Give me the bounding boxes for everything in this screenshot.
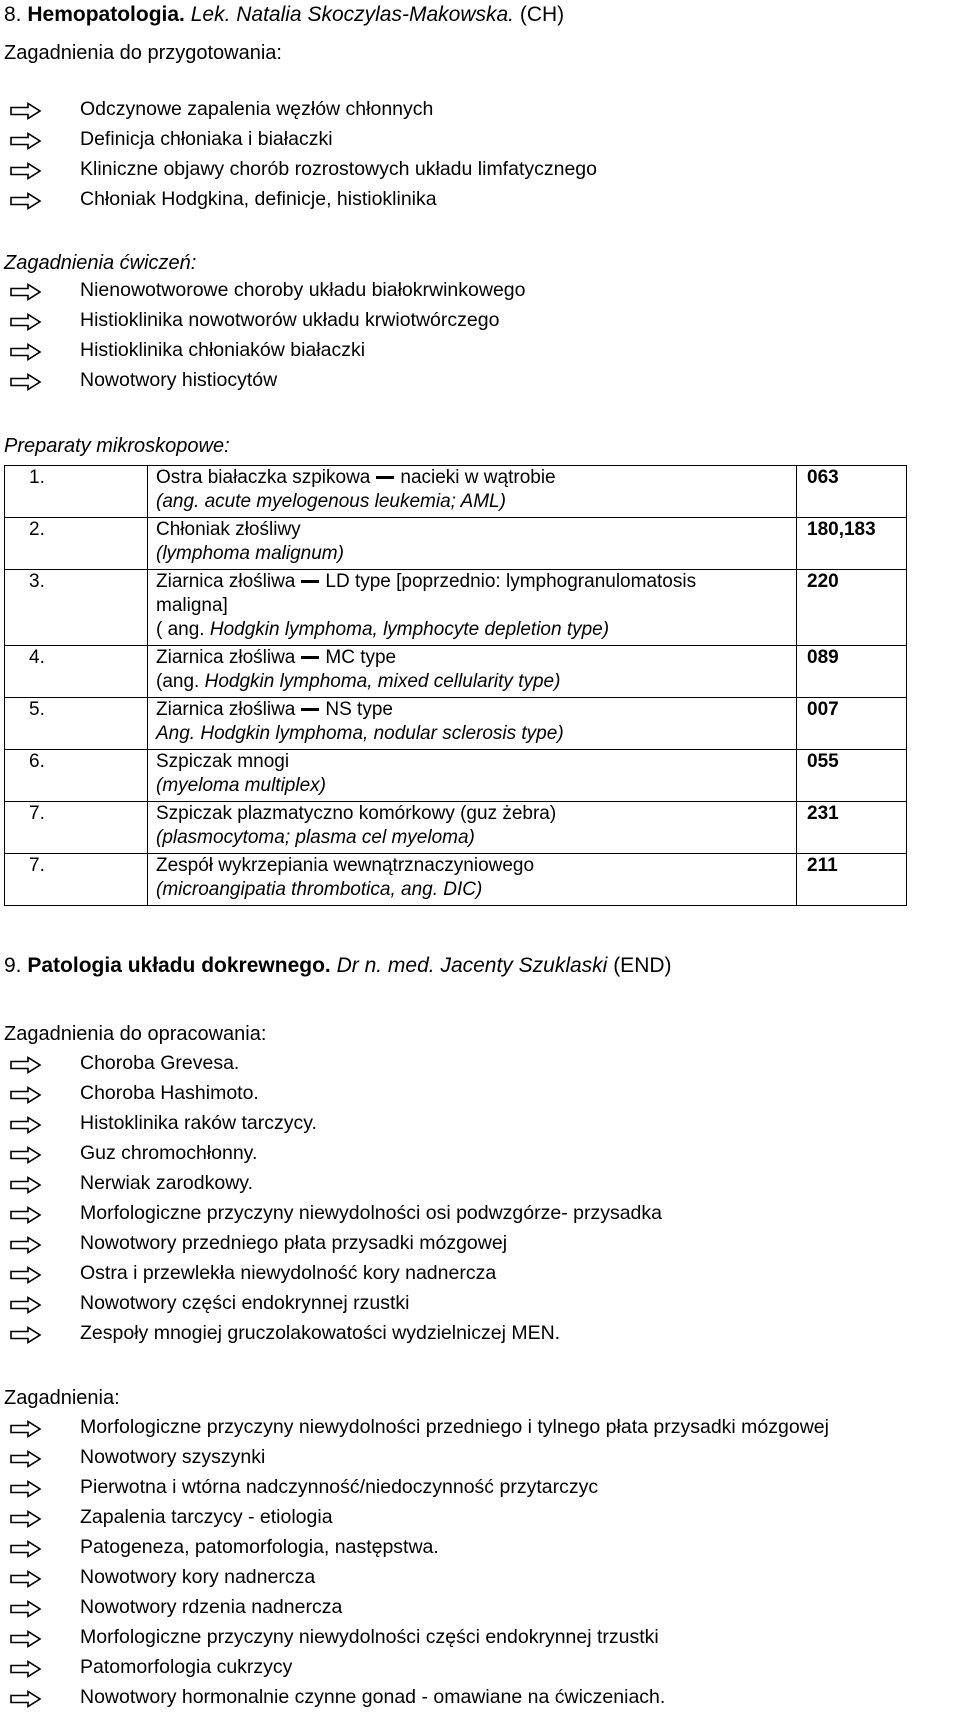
slide-number: 5. bbox=[5, 698, 148, 750]
section-8-number: 8. bbox=[4, 3, 22, 26]
slide-number: 6. bbox=[5, 750, 148, 802]
topic-item bbox=[10, 1653, 829, 1683]
study-item bbox=[10, 1289, 662, 1319]
arrow-bullet-icon bbox=[10, 1114, 42, 1132]
section-9-title-bold: Patologia układu dokrewnego. bbox=[27, 954, 331, 977]
table-row bbox=[5, 750, 907, 802]
topic-item-text: Morfologiczne przyczyny niewydolności części endokrynnej trzustki bbox=[80, 1626, 659, 1648]
slide-subtitle: (ang. acute myelogenous leukemia; AML) bbox=[156, 491, 506, 512]
slide-name-detail: NS type bbox=[325, 699, 393, 720]
arrow-bullet-icon bbox=[10, 1264, 42, 1282]
exercise-item-text: Histioklinika chłoniaków białaczki bbox=[80, 339, 366, 361]
arrow-bullet-icon bbox=[10, 341, 42, 359]
arrow-bullet-icon bbox=[10, 1144, 42, 1162]
arrow-bullet-icon bbox=[10, 1658, 42, 1676]
study-item-text: Nerwiak zarodkowy. bbox=[80, 1172, 254, 1194]
slide-code: 180,183 bbox=[797, 518, 907, 570]
slide-code: 231 bbox=[797, 802, 907, 854]
table-row bbox=[5, 802, 907, 854]
arrow-bullet-icon bbox=[10, 281, 42, 299]
topic-item-text: Zapalenia tarczycy - etiologia bbox=[80, 1506, 333, 1528]
table-row bbox=[5, 646, 907, 698]
arrow-bullet-icon bbox=[10, 190, 42, 208]
study-item-text: Ostra i przewlekła niewydolność kory nadnercza bbox=[80, 1262, 497, 1284]
table-row bbox=[5, 466, 907, 518]
arrow-bullet-icon bbox=[10, 1598, 42, 1616]
arrow-bullet-icon bbox=[10, 371, 42, 389]
arrow-bullet-icon bbox=[10, 1084, 42, 1102]
topic-item-text: Nowotwory szyszynki bbox=[80, 1446, 266, 1468]
dash-separator bbox=[301, 656, 319, 659]
slide-subtitle: (microangipatia thrombotica, ang. DIC) bbox=[156, 879, 483, 900]
study-item bbox=[10, 1259, 662, 1289]
slide-number: 2. bbox=[5, 518, 148, 570]
prep-item-text: Chłoniak Hodgkina, definicje, histioklinika bbox=[80, 188, 437, 210]
prep-item bbox=[10, 95, 597, 125]
topic-item bbox=[10, 1413, 829, 1443]
slide-name: Zespół wykrzepiania wewnątrznaczyniowego bbox=[156, 855, 535, 876]
study-item bbox=[10, 1229, 662, 1259]
arrow-bullet-icon bbox=[10, 1174, 42, 1192]
slide-code: 055 bbox=[797, 750, 907, 802]
slide-description bbox=[148, 750, 797, 802]
section-9-title-tail: (END) bbox=[613, 954, 672, 977]
slide-subtitle-prefix: ( ang. bbox=[156, 619, 210, 640]
section-9-study-list bbox=[10, 1049, 662, 1349]
slide-name: Ziarnica złośliwa bbox=[156, 699, 296, 720]
arrow-bullet-icon bbox=[10, 100, 42, 118]
arrow-bullet-icon bbox=[10, 311, 42, 329]
slide-subtitle: (myeloma multiplex) bbox=[156, 775, 326, 796]
exercise-item bbox=[10, 276, 526, 306]
slide-name: Chłoniak złośliwy bbox=[156, 519, 301, 540]
slide-code: 211 bbox=[797, 854, 907, 906]
slide-code: 089 bbox=[797, 646, 907, 698]
arrow-bullet-icon bbox=[10, 1294, 42, 1312]
study-item bbox=[10, 1049, 662, 1079]
slide-subtitle: Hodgkin lymphoma, nodular sclerosis type) bbox=[200, 723, 564, 744]
study-item bbox=[10, 1169, 662, 1199]
arrow-bullet-icon bbox=[10, 1568, 42, 1586]
section-8-title-bold: Hemopatologia. bbox=[27, 3, 185, 26]
study-item-text: Zespoły mnogiej gruczolakowatości wydzielniczej MEN. bbox=[80, 1322, 561, 1344]
section-9-topics-list bbox=[10, 1413, 829, 1713]
slide-number: 7. bbox=[5, 854, 148, 906]
section-8-exercise-header: Zagadnienia ćwiczeń: bbox=[4, 252, 197, 274]
arrow-bullet-icon bbox=[10, 1324, 42, 1342]
topic-item bbox=[10, 1683, 829, 1713]
slide-name-detail: MC type bbox=[325, 647, 397, 668]
slide-description bbox=[148, 466, 797, 518]
study-item-text: Nowotwory części endokrynnej rzustki bbox=[80, 1292, 410, 1314]
exercise-item-text: Histioklinika nowotworów układu krwiotwórczego bbox=[80, 309, 500, 331]
section-8-prep-header: Zagadnienia do przygotowania: bbox=[4, 42, 282, 64]
section-9-title bbox=[4, 953, 672, 979]
prep-item bbox=[10, 125, 597, 155]
slide-name-detail: nacieki w wątrobie bbox=[400, 467, 556, 488]
table-row bbox=[5, 518, 907, 570]
arrow-bullet-icon bbox=[10, 1204, 42, 1222]
topic-item-text: Nowotwory kory nadnercza bbox=[80, 1566, 316, 1588]
section-8-title-author: Lek. Natalia Skoczylas-Makowska. bbox=[190, 3, 515, 26]
study-item-text: Guz chromochłonny. bbox=[80, 1142, 258, 1164]
slide-subtitle-prefix: Ang. bbox=[156, 723, 201, 744]
section-8-title bbox=[4, 2, 564, 28]
topic-item bbox=[10, 1623, 829, 1653]
slide-subtitle: (plasmocytoma; plasma cel myeloma) bbox=[156, 827, 475, 848]
topic-item bbox=[10, 1473, 829, 1503]
topic-item bbox=[10, 1533, 829, 1563]
slide-name: Ziarnica złośliwa bbox=[156, 571, 296, 592]
slide-number: 3. bbox=[5, 570, 148, 646]
study-item bbox=[10, 1139, 662, 1169]
exercise-item-text: Nienowotworowe choroby układu białokrwinkowego bbox=[80, 279, 526, 301]
arrow-bullet-icon bbox=[10, 1508, 42, 1526]
slide-number: 1. bbox=[5, 466, 148, 518]
arrow-bullet-icon bbox=[10, 1688, 42, 1706]
topic-item bbox=[10, 1563, 829, 1593]
slide-description bbox=[148, 570, 797, 646]
topic-item-text: Nowotwory rdzenia nadnercza bbox=[80, 1596, 343, 1618]
slide-number: 4. bbox=[5, 646, 148, 698]
arrow-bullet-icon bbox=[10, 1538, 42, 1556]
slide-description bbox=[148, 646, 797, 698]
prep-item-text: Odczynowe zapalenia węzłów chłonnych bbox=[80, 98, 434, 120]
study-item bbox=[10, 1079, 662, 1109]
study-item bbox=[10, 1199, 662, 1229]
study-item-text: Choroba Grevesa. bbox=[80, 1052, 240, 1074]
study-item-text: Histoklinika raków tarczycy. bbox=[80, 1112, 317, 1134]
exercise-item bbox=[10, 336, 526, 366]
table-row bbox=[5, 570, 907, 646]
slide-subtitle: (lymphoma malignum) bbox=[156, 543, 344, 564]
section-8-prep-list bbox=[10, 95, 597, 215]
exercise-item bbox=[10, 366, 526, 396]
slide-name: Szpiczak plazmatyczno komórkowy (guz żebra) bbox=[156, 803, 557, 824]
topic-item bbox=[10, 1593, 829, 1623]
section-9-title-author: Dr n. med. Jacenty Szuklaski bbox=[336, 954, 608, 977]
slide-name-detail: LD type [poprzednio: lymphogranulomatosis bbox=[325, 571, 697, 592]
prep-item-text: Kliniczne objawy chorób rozrostowych układu limfatycznego bbox=[80, 158, 597, 180]
arrow-bullet-icon bbox=[10, 1448, 42, 1466]
slide-name-continued: maligna] bbox=[156, 595, 228, 616]
dash-separator bbox=[376, 476, 394, 479]
slide-description bbox=[148, 854, 797, 906]
slide-code: 220 bbox=[797, 570, 907, 646]
slide-description bbox=[148, 518, 797, 570]
slides-table bbox=[4, 465, 907, 906]
section-8-slides-header: Preparaty mikroskopowe: bbox=[4, 435, 230, 457]
slide-subtitle: Hodgkin lymphoma, mixed cellularity type) bbox=[204, 671, 561, 692]
section-8-exercise-list bbox=[10, 276, 526, 396]
dash-separator bbox=[301, 708, 319, 711]
arrow-bullet-icon bbox=[10, 1628, 42, 1646]
arrow-bullet-icon bbox=[10, 160, 42, 178]
prep-item bbox=[10, 185, 597, 215]
section-8-title-tail: (CH) bbox=[519, 3, 565, 26]
topic-item-text: Nowotwory hormonalnie czynne gonad - omawiane na ćwiczeniach. bbox=[80, 1686, 666, 1708]
study-item bbox=[10, 1319, 662, 1349]
slide-code: 007 bbox=[797, 698, 907, 750]
slide-name: Ostra białaczka szpikowa bbox=[156, 467, 371, 488]
slide-description bbox=[148, 698, 797, 750]
arrow-bullet-icon bbox=[10, 1418, 42, 1436]
arrow-bullet-icon bbox=[10, 130, 42, 148]
topic-item bbox=[10, 1503, 829, 1533]
arrow-bullet-icon bbox=[10, 1478, 42, 1496]
slide-subtitle: Hodgkin lymphoma, lymphocyte depletion type) bbox=[209, 619, 610, 640]
section-9-study-header: Zagadnienia do opracowania: bbox=[4, 1023, 267, 1045]
topic-item-text: Patomorfologia cukrzycy bbox=[80, 1656, 293, 1678]
exercise-item-text: Nowotwory histiocytów bbox=[80, 369, 278, 391]
topic-item-text: Patogeneza, patomorfologia, następstwa. bbox=[80, 1536, 439, 1558]
topic-item-text: Morfologiczne przyczyny niewydolności przedniego i tylnego płata przysadki mózgowej bbox=[80, 1416, 829, 1438]
slide-code: 063 bbox=[797, 466, 907, 518]
study-item-text: Choroba Hashimoto. bbox=[80, 1082, 259, 1104]
topic-item-text: Pierwotna i wtórna nadczynność/niedoczynność przytarczyc bbox=[80, 1476, 599, 1498]
arrow-bullet-icon bbox=[10, 1054, 42, 1072]
prep-item-text: Definicja chłoniaka i białaczki bbox=[80, 128, 333, 150]
topic-item bbox=[10, 1443, 829, 1473]
dash-separator bbox=[301, 580, 319, 583]
slide-name: Szpiczak mnogi bbox=[156, 751, 290, 772]
prep-item bbox=[10, 155, 597, 185]
section-9-topics-header: Zagadnienia: bbox=[4, 1387, 120, 1409]
section-9-number: 9. bbox=[4, 954, 22, 977]
study-item bbox=[10, 1109, 662, 1139]
study-item-text: Nowotwory przedniego płata przysadki mózgowej bbox=[80, 1232, 508, 1254]
slide-subtitle-prefix: (ang. bbox=[156, 671, 205, 692]
slide-description bbox=[148, 802, 797, 854]
study-item-text: Morfologiczne przyczyny niewydolności osi podwzgórze- przysadka bbox=[80, 1202, 663, 1224]
table-row bbox=[5, 854, 907, 906]
exercise-item bbox=[10, 306, 526, 336]
table-row bbox=[5, 698, 907, 750]
slide-number: 7. bbox=[5, 802, 148, 854]
arrow-bullet-icon bbox=[10, 1234, 42, 1252]
slide-name: Ziarnica złośliwa bbox=[156, 647, 296, 668]
